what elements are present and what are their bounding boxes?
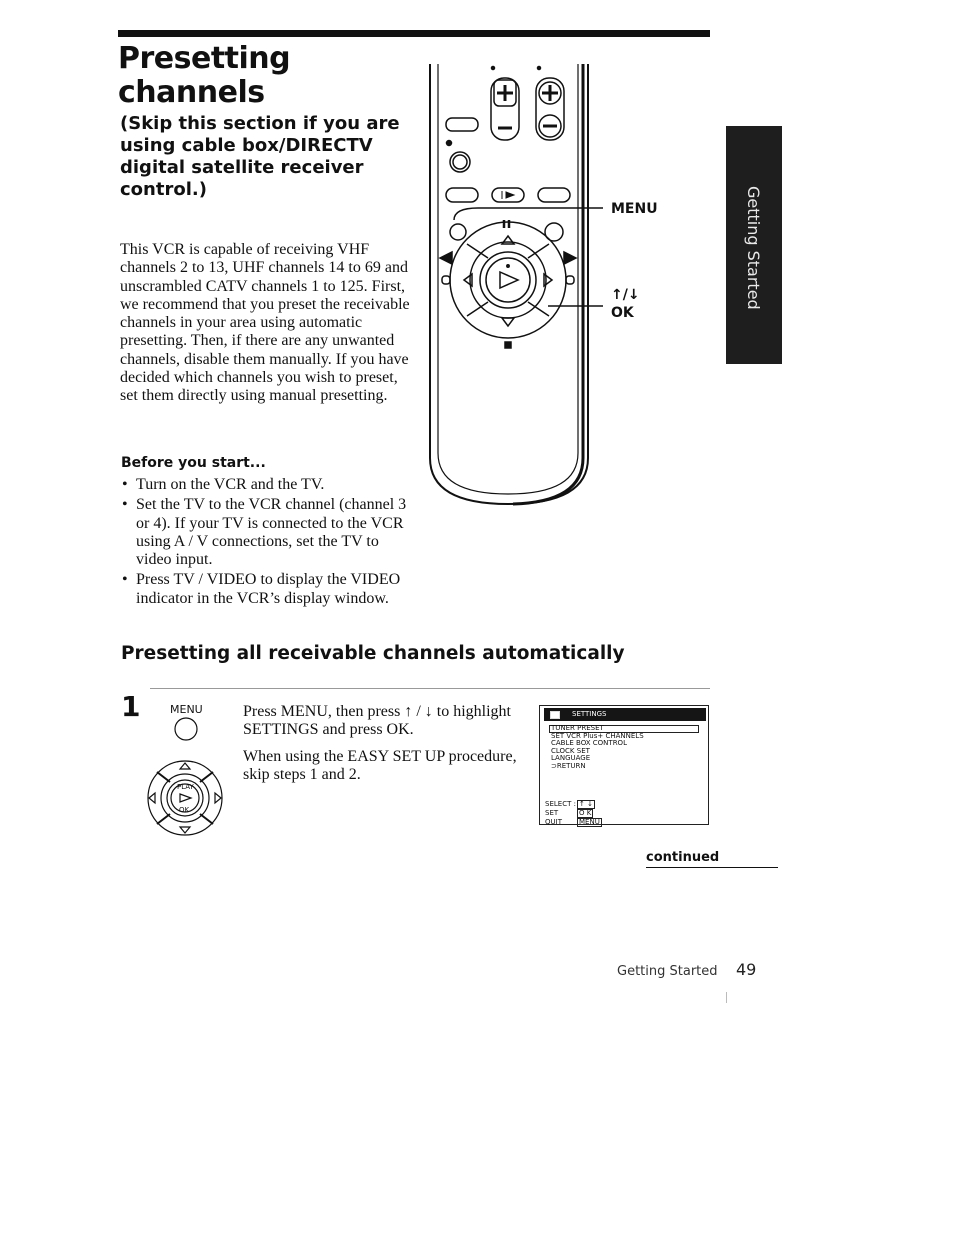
continued-rule: [646, 867, 778, 868]
osd-key-guide: [545, 800, 602, 827]
guide-key-select: SELECT :: [545, 800, 576, 808]
before-you-start-heading: Before you start...: [121, 455, 266, 471]
guide-key-set: SET: [545, 809, 559, 817]
guide-value-select: ↑ ↓: [579, 800, 593, 808]
step-divider: [150, 688, 710, 689]
remote-label-ok: OK: [611, 305, 634, 321]
page-number: 49: [736, 960, 757, 979]
remote-control-illustration: [418, 58, 603, 510]
settings-menu-list: [551, 725, 644, 771]
section-heading: Presetting all receivable channels automatically: [121, 643, 625, 664]
play-label: PLAY: [177, 783, 194, 791]
step-menu-label: MENU: [170, 703, 203, 716]
step-buttons-illustration: [140, 712, 230, 837]
continued-label: continued: [646, 850, 720, 865]
guide-value-quit: MENU: [579, 818, 600, 826]
step-1-instruction: Press MENU, then press ↑ / ↓ to highlight SETTINGS and press OK.: [243, 703, 511, 739]
list-item: • Press TV / VIDEO to display the VIDEO indicator in the VCR’s display window.: [121, 571, 411, 608]
side-tab-label: Getting Started: [744, 186, 763, 310]
settings-menu-screen: [539, 705, 709, 825]
title-line-1: Presetting: [118, 41, 291, 76]
guide-value-set: O K: [579, 809, 592, 817]
page-title: [118, 42, 418, 110]
menu-item-set-vcr-plus-channels: SET VCR Plus+ CHANNELS: [551, 731, 644, 740]
settings-title-bar: [544, 708, 706, 721]
list-item: • Set the TV to the VCR channel (channel 3 or 4). If your TV is connected to the VCR using A / V connections, set the TV to video input.: [121, 496, 411, 569]
intro-paragraph: This VCR is capable of receiving VHF channels 2 to 13, UHF channels 14 to 69 and unscrambled CATV channels 1 to 125. First, we recommend that you preset the receivable channels in your area using automatic presetting. Then, if there are any unwanted channels, disable them manually. If you have decided which channels you wish to preset, set them directly using manual presetting.: [120, 241, 410, 405]
remote-label-menu: MENU: [611, 201, 658, 217]
before-you-start-list: [121, 476, 411, 610]
menu-item-tuner-preset: TUNER PRESET: [551, 724, 604, 732]
ok-label: OK: [179, 806, 190, 814]
menu-item-clock-set: CLOCK SET: [551, 746, 590, 755]
side-tab-label-graphic: [726, 126, 782, 364]
menu-item-language: LANGUAGE: [551, 754, 591, 763]
title-line-2: channels: [118, 75, 265, 110]
settings-menu-icon: [550, 711, 560, 719]
top-rule: [118, 30, 710, 37]
guide-key-quit: QUIT: [545, 818, 562, 826]
footer-section-name: Getting Started: [617, 964, 718, 979]
step-1-note: When using the EASY SET UP procedure, skip steps 1 and 2.: [243, 748, 517, 784]
list-item: • Turn on the VCR and the TV.: [121, 476, 411, 494]
menu-item-cable-box-control: CABLE BOX CONTROL: [551, 739, 627, 748]
menu-item-return: ⊃RETURN: [551, 761, 586, 770]
settings-title: SETTINGS: [572, 710, 607, 718]
step-number: 1: [121, 690, 141, 723]
footer-divider: [726, 992, 727, 1003]
section-side-tab: [726, 126, 782, 364]
remote-label-arrows: ↑/↓: [611, 287, 640, 303]
page-subtitle: (Skip this section if you are using cable box/DIRECTV digital satellite receiver control.): [120, 113, 400, 200]
